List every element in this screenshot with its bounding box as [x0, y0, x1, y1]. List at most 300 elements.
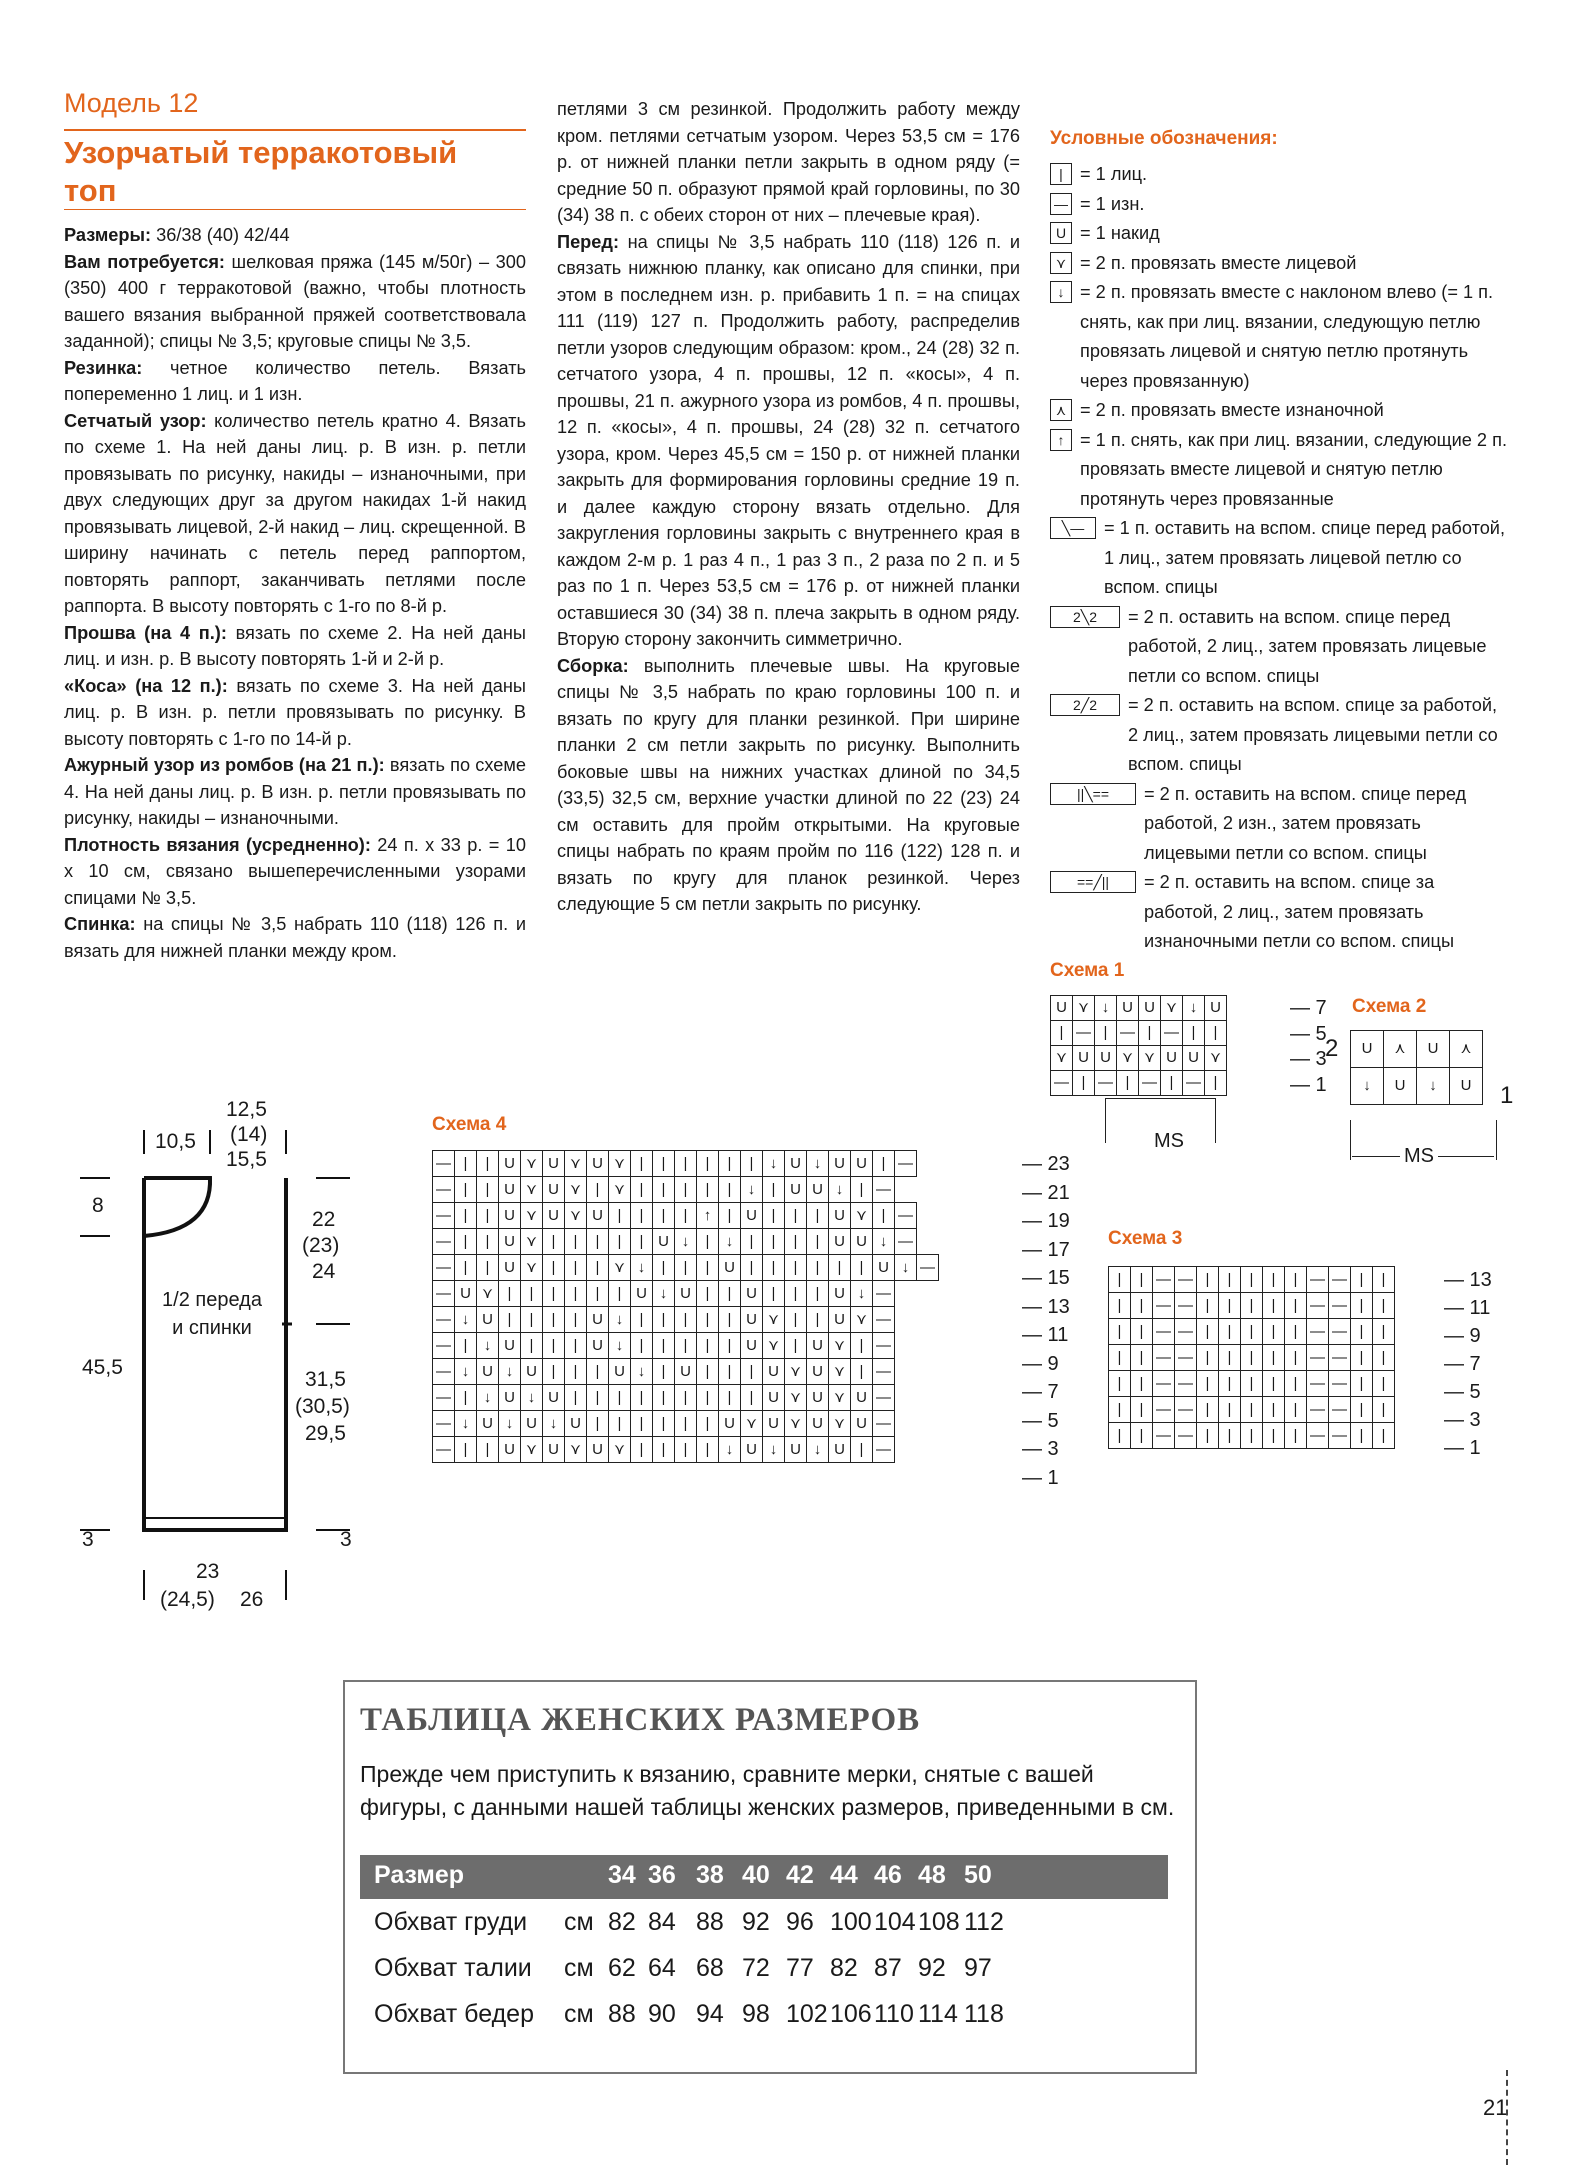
chart-cell: ⋎ — [829, 1385, 851, 1411]
chart-cell: | — [873, 1151, 895, 1177]
chart-cell: — — [1175, 1371, 1197, 1397]
legend-text: = 1 п. оставить на вспом. спице перед работой, 1 лиц., затем провязать лицевой петлю со вспом. спицы — [1104, 518, 1506, 597]
chart-cell: | — [1219, 1397, 1241, 1423]
legend-title: Условные обозначения: — [1050, 128, 1278, 149]
chart-cell: | — [851, 1359, 873, 1385]
chart-cell: | — [587, 1359, 609, 1385]
chart-cell: U — [1351, 1031, 1384, 1068]
instructions-column-2 — [557, 96, 1020, 918]
size-value-cell: 112 — [964, 1908, 1004, 1936]
chart-cell: | — [543, 1229, 565, 1255]
chart-cell: — — [917, 1255, 939, 1281]
chart-cell: | — [1373, 1371, 1395, 1397]
chart-cell: | — [565, 1333, 587, 1359]
chart-cell: ⋎ — [565, 1437, 587, 1463]
chart-row-number: — 11 — [1022, 1324, 1069, 1346]
rib-label: Резинка: — [64, 357, 143, 378]
legend-item — [1050, 160, 1510, 190]
chart-cell: — — [1175, 1397, 1197, 1423]
dim-height: 45,5 — [82, 1356, 123, 1379]
chart-cell: ↓ — [455, 1307, 477, 1333]
scheme-1-grid — [1050, 995, 1227, 1096]
chart-cell: U — [719, 1411, 741, 1437]
chart-cell: U — [609, 1359, 631, 1385]
dim-side-1: 31,5 — [305, 1368, 346, 1391]
scheme-3-title: Схема 3 — [1108, 1228, 1183, 1249]
chart-cell: | — [785, 1281, 807, 1307]
dim-hem-right: 3 — [340, 1528, 352, 1551]
chart-cell: ⋎ — [741, 1411, 763, 1437]
chart-cell: | — [653, 1333, 675, 1359]
legend-text: = 2 п. оставить на вспом. спице за работой, 2 лиц., затем провязать изнаночными петли со вспом. спицы — [1144, 872, 1455, 951]
scheme-3-grid — [1108, 1266, 1395, 1449]
size-table-intro: Прежде чем приступить к вязанию, сравните мерки, снятые с вашей фигуры, с данными нашей таблицы женских размеров, приведенными в см. — [360, 1761, 1175, 1820]
chart-cell: U — [653, 1229, 675, 1255]
chart-cell: — — [1329, 1293, 1351, 1319]
chart-cell: | — [587, 1385, 609, 1411]
chart-cell: | — [609, 1281, 631, 1307]
legend-item — [1050, 249, 1510, 279]
chart-cell: | — [1373, 1267, 1395, 1293]
chart-cell: | — [653, 1437, 675, 1463]
chart-cell: — — [1161, 1021, 1183, 1046]
chart-cell: | — [609, 1203, 631, 1229]
chart-cell: | — [653, 1359, 675, 1385]
size-header-cell: 34 — [608, 1861, 636, 1889]
chart-cell: ↓ — [521, 1385, 543, 1411]
chart-cell: | — [631, 1333, 653, 1359]
size-header-cell: 36 — [648, 1861, 676, 1889]
chart-cell: | — [697, 1359, 719, 1385]
chart-cell: U — [587, 1333, 609, 1359]
chart-cell: ⋏ — [1384, 1031, 1417, 1068]
dim-side-2: (30,5) — [295, 1395, 350, 1418]
legend-text: = 2 п. провязать вместе изнаночной — [1080, 400, 1384, 420]
chart-cell: U — [829, 1151, 851, 1177]
chart-cell: — — [1153, 1345, 1175, 1371]
scheme-1-row-numbers — [1290, 996, 1327, 1098]
legend-text: = 2 п. провязать вместе с наклоном влево (= 1 п. снять, как при лиц. вязании, следующую петлю провязать лицевой и снятую петлю протянуть через провязанную) — [1080, 282, 1494, 391]
chart-cell: | — [543, 1333, 565, 1359]
chart-cell: — — [1153, 1319, 1175, 1345]
chart-row-number: — 15 — [1022, 1267, 1070, 1289]
chart-cell: | — [1285, 1371, 1307, 1397]
chart-cell: | — [785, 1203, 807, 1229]
chart-cell: | — [631, 1437, 653, 1463]
chart-cell: | — [675, 1255, 697, 1281]
title-rule-top — [64, 129, 526, 131]
legend-item — [1050, 691, 1510, 780]
chart-cell: U — [741, 1281, 763, 1307]
chart-cell: | — [719, 1151, 741, 1177]
size-value-cell: 100 — [830, 1908, 872, 1936]
chart-cell: | — [521, 1333, 543, 1359]
chart-cell: | — [1073, 1071, 1095, 1096]
chart-cell: | — [697, 1151, 719, 1177]
chart-cell: | — [1263, 1423, 1285, 1449]
chart-cell: — — [1175, 1423, 1197, 1449]
chart-cell: | — [1263, 1319, 1285, 1345]
legend-symbol-icon: U — [1050, 222, 1072, 244]
legend-text: = 2 п. оставить на вспом. спице перед работой, 2 изн., затем провязать лицевыми петли со вспом. спицы — [1144, 783, 1467, 863]
page-title — [64, 134, 534, 210]
chart-cell: — — [1153, 1293, 1175, 1319]
chart-cell: ⋎ — [763, 1307, 785, 1333]
cable-label: «Коса» (на 12 п.): — [64, 675, 228, 696]
chart-cell: | — [455, 1333, 477, 1359]
chart-cell: ↓ — [719, 1229, 741, 1255]
chart-row-number: — 21 — [1022, 1181, 1070, 1204]
lace-text: вязать по схеме 4. На ней даны лиц. р. В изн. р. петли провязывать по рисунку, накиды – изнаночными. — [64, 755, 526, 828]
dim-armhole-1: 22 — [312, 1208, 336, 1231]
legend-symbol-icon: ==╱|| — [1050, 871, 1136, 893]
chart-cell: | — [1109, 1397, 1131, 1423]
chart-cell: | — [1351, 1319, 1373, 1345]
chart-cell: | — [675, 1151, 697, 1177]
chart-cell: | — [719, 1177, 741, 1203]
legend-item — [1050, 426, 1510, 515]
chart-cell: | — [719, 1281, 741, 1307]
chart-cell: | — [521, 1307, 543, 1333]
back-continued-text: петлями 3 см резинкой. Продолжить работу между кром. петлями сетчатым узором. Через 53,5 см = 176 р. от нижней планки петли закрыть в одном ряду (= средние 50 п. образуют прямой край горловины, по 30 (34) 38 п. с обеих сторон от них – плечевые края). — [557, 99, 1020, 225]
legend-item — [1050, 190, 1510, 220]
chart-cell: U — [807, 1359, 829, 1385]
cable-text: вязать по схеме 3. На ней даны лиц. р. В изн. р. петли провязывать по рисунку. В высоту повторять с 1-го по 14-й р. — [64, 675, 526, 749]
piece-label-line-2: и спинки — [172, 1317, 252, 1339]
legend-item — [1050, 514, 1510, 603]
chart-cell: ↓ — [609, 1307, 631, 1333]
size-row-label: Обхват бедер — [374, 2000, 534, 2028]
chart-cell: | — [1131, 1293, 1153, 1319]
chart-cell: U — [1095, 1046, 1117, 1071]
chart-cell: | — [785, 1229, 807, 1255]
chart-cell: U — [741, 1437, 763, 1463]
chart-cell: ⋎ — [785, 1385, 807, 1411]
legend-text: = 1 лиц. — [1080, 164, 1148, 184]
chart-cell: — — [1307, 1345, 1329, 1371]
chart-cell: U — [543, 1151, 565, 1177]
scheme-2-row-2-label: 2 — [1325, 1035, 1339, 1062]
chart-cell: — — [1175, 1293, 1197, 1319]
chart-cell: U — [741, 1307, 763, 1333]
chart-cell: | — [1219, 1423, 1241, 1449]
chart-cell: ↓ — [1351, 1068, 1384, 1105]
chart-cell: U — [785, 1151, 807, 1177]
legend-symbol-icon: ⋏ — [1050, 399, 1072, 421]
chart-cell: | — [1219, 1345, 1241, 1371]
chart-cell: | — [653, 1151, 675, 1177]
chart-cell: | — [1285, 1319, 1307, 1345]
title-rule-bottom — [64, 209, 526, 210]
chart-row-number: — 9 — [1022, 1352, 1059, 1375]
chart-cell: — — [1307, 1371, 1329, 1397]
chart-cell: | — [565, 1281, 587, 1307]
chart-cell: | — [719, 1307, 741, 1333]
chart-cell: ⋎ — [609, 1255, 631, 1281]
chart-cell: — — [1183, 1071, 1205, 1096]
chart-cell: ↓ — [763, 1151, 785, 1177]
chart-cell: | — [1373, 1397, 1395, 1423]
size-value-cell: 68 — [696, 1954, 724, 1982]
chart-cell: U — [477, 1359, 499, 1385]
chart-cell: | — [543, 1281, 565, 1307]
chart-cell: | — [543, 1307, 565, 1333]
chart-cell: U — [499, 1203, 521, 1229]
chart-cell: U — [829, 1203, 851, 1229]
chart-row-number: — 7 — [1444, 1353, 1481, 1375]
legend-symbol-icon: — — [1050, 193, 1072, 215]
chart-cell: U — [1117, 996, 1139, 1021]
chart-cell: — — [1329, 1345, 1351, 1371]
chart-cell: | — [1263, 1371, 1285, 1397]
chart-cell: U — [499, 1151, 521, 1177]
legend-symbol-icon: ||╲== — [1050, 783, 1136, 805]
chart-row-number: — 1 — [1444, 1437, 1481, 1459]
chart-cell: — — [1329, 1397, 1351, 1423]
legend-text: = 1 накид — [1080, 223, 1160, 243]
chart-cell: — — [1307, 1397, 1329, 1423]
size-row-label: Обхват талии — [374, 1954, 532, 1982]
chart-cell: | — [1197, 1423, 1219, 1449]
chart-row-number: — 5 — [1022, 1409, 1059, 1432]
size-value-cell: 98 — [742, 2000, 770, 2028]
chart-cell: | — [1183, 1021, 1205, 1046]
size-value-cell: 90 — [648, 2000, 676, 2028]
chart-cell: U — [499, 1437, 521, 1463]
legend-text: = 2 п. оставить на вспом. спице за работой, 2 лиц., затем провязать лицевыми петли со вспом. спицы — [1128, 695, 1498, 774]
scheme-1-ms-label: MS — [1150, 1130, 1188, 1153]
chart-cell: U — [851, 1151, 873, 1177]
chart-cell: | — [1263, 1267, 1285, 1293]
chart-cell: | — [587, 1177, 609, 1203]
legend-text: = 1 п. снять, как при лиц. вязании, следующие 2 п. провязать вместе лицевой и снятую петлю протянуть через провязанные — [1080, 429, 1508, 509]
chart-cell: ↓ — [499, 1359, 521, 1385]
chart-cell: ⋎ — [1161, 996, 1183, 1021]
chart-cell: | — [1241, 1293, 1263, 1319]
size-value-cell: 108 — [918, 1908, 960, 1936]
chart-cell: ⋎ — [1205, 1046, 1227, 1071]
chart-cell: | — [1373, 1345, 1395, 1371]
chart-cell: | — [1095, 1021, 1117, 1046]
chart-row-number: — 3 — [1444, 1409, 1481, 1431]
chart-cell: | — [697, 1437, 719, 1463]
dim-neck-depth: 8 — [92, 1194, 104, 1217]
legend-item — [1050, 219, 1510, 249]
size-value-cell: 97 — [964, 1954, 992, 1982]
chart-cell: | — [1219, 1319, 1241, 1345]
size-table-body — [360, 1908, 1168, 2058]
chart-cell: | — [1285, 1267, 1307, 1293]
size-value-cell: 102 — [786, 2000, 828, 2028]
size-header-cell: 44 — [830, 1861, 858, 1889]
size-value-cell: 62 — [608, 1954, 636, 1982]
chart-cell: U — [1450, 1068, 1483, 1105]
chart-cell: | — [653, 1411, 675, 1437]
size-value-cell: 94 — [696, 2000, 724, 2028]
front-text: на спицы № 3,5 набрать 110 (118) 126 п. и связать нижнюю планку, как описано для спинки, при этом в последнем изн. р. прибавить 1 п. = на спицах 111 (119) 127 п. Продолжить работу, распределив петли узоров следующим образом: кром., 24 (28) 32 п. сетчатого узора, 4 п. прошвы, 12 п. «косы», 4 п. прошвы, 21 п. ажурного узора из ромбов, 4 п. прошвы, 12 п. «косы», 4 п. прошвы, 24 (28) 32 п. сетчатого узора, кром. Через 45,5 см = 150 р. от нижней планки закрыть для формирования горловины средние 19 п. и далее каждую сторону вязать отдельно. Для закругления горловины закрыть с внутреннего края в каждом 2-м р. 1 раз 4 п., 1 раз 3 п., 2 раза по 2 п. и 5 раз по 1 п. Через 53,5 см = 176 р. от нижней планки оставшиеся 30 (34) 38 п. плеча закрыть в одном ряду. Вторую сторону закончить симметрично. — [557, 231, 1020, 649]
chart-cell: | — [1373, 1423, 1395, 1449]
chart-cell: ↑ — [697, 1203, 719, 1229]
chart-cell: | — [653, 1203, 675, 1229]
chart-cell: ↓ — [455, 1411, 477, 1437]
chart-cell: | — [631, 1203, 653, 1229]
chart-cell: U — [741, 1333, 763, 1359]
chart-cell: ↓ — [653, 1281, 675, 1307]
chart-row-number: — 1 — [1022, 1466, 1059, 1489]
chart-cell: | — [1109, 1423, 1131, 1449]
chart-cell: — — [433, 1203, 455, 1229]
chart-cell: | — [1285, 1423, 1307, 1449]
chart-cell: | — [741, 1229, 763, 1255]
chart-cell: | — [675, 1385, 697, 1411]
chart-cell: | — [543, 1359, 565, 1385]
chart-cell: — — [1329, 1319, 1351, 1345]
chart-cell: | — [1263, 1345, 1285, 1371]
chart-cell: U — [829, 1229, 851, 1255]
chart-cell: ⋏ — [1450, 1031, 1483, 1068]
chart-cell: — — [1175, 1345, 1197, 1371]
chart-cell: — — [873, 1307, 895, 1333]
chart-row-number: — 19 — [1022, 1210, 1070, 1232]
chart-cell: — — [433, 1151, 455, 1177]
chart-cell: U — [543, 1203, 565, 1229]
chart-cell: ↓ — [675, 1229, 697, 1255]
chart-cell: | — [477, 1229, 499, 1255]
chart-cell: U — [587, 1203, 609, 1229]
size-row-unit: см — [564, 2000, 594, 2028]
size-value-cell: 88 — [608, 2000, 636, 2028]
chart-cell: ⋎ — [609, 1437, 631, 1463]
chart-cell: | — [697, 1281, 719, 1307]
chart-cell: — — [433, 1281, 455, 1307]
chart-cell: ⋎ — [565, 1177, 587, 1203]
chart-cell: | — [653, 1385, 675, 1411]
ms-left-tick — [1105, 1098, 1106, 1143]
chart-cell: | — [1351, 1267, 1373, 1293]
model-label: Модель 12 — [64, 88, 199, 118]
chart-cell: U — [499, 1177, 521, 1203]
chart-cell: U — [807, 1411, 829, 1437]
chart-cell: ⋎ — [1117, 1046, 1139, 1071]
chart-cell: ↓ — [829, 1177, 851, 1203]
legend-symbol-icon: | — [1050, 163, 1072, 185]
legend-symbol-icon: ↓ — [1050, 281, 1072, 303]
chart-row-number: — 23 — [1022, 1153, 1070, 1175]
chart-cell: ↓ — [1095, 996, 1117, 1021]
chart-row-number: — 11 — [1444, 1297, 1491, 1319]
chart-cell: U — [543, 1385, 565, 1411]
scheme-2-row-1-label: 1 — [1500, 1082, 1514, 1109]
chart-cell: | — [1241, 1345, 1263, 1371]
page-number: 21 — [1483, 2095, 1508, 2120]
chart-cell: ⋎ — [521, 1177, 543, 1203]
page-edge-mark — [1506, 2070, 1508, 2165]
chart-cell: ↓ — [631, 1359, 653, 1385]
chart-cell: | — [455, 1385, 477, 1411]
chart-cell: — — [433, 1437, 455, 1463]
chart-cell: | — [763, 1203, 785, 1229]
chart-cell: — — [1095, 1071, 1117, 1096]
chart-cell: ↓ — [1183, 996, 1205, 1021]
chart-cell: | — [807, 1281, 829, 1307]
chart-cell: U — [587, 1307, 609, 1333]
chart-cell: U — [873, 1255, 895, 1281]
chart-cell: | — [455, 1229, 477, 1255]
piece-label-line-1: 1/2 переда — [162, 1289, 262, 1311]
chart-cell: — — [873, 1333, 895, 1359]
chart-cell: U — [851, 1229, 873, 1255]
scheme-2-title: Схема 2 — [1352, 996, 1427, 1017]
chart-cell: | — [587, 1255, 609, 1281]
chart-cell: — — [1139, 1071, 1161, 1096]
chart-cell: U — [851, 1411, 873, 1437]
legend-text: = 2 п. оставить на вспом. спице перед работой, 2 лиц., затем провязать лицевые петли со вспом. спицы — [1128, 606, 1487, 686]
chart-cell: | — [1351, 1397, 1373, 1423]
chart-cell: | — [719, 1203, 741, 1229]
back-label: Спинка: — [64, 914, 136, 934]
chart-cell: ⋎ — [521, 1203, 543, 1229]
chart-cell: | — [675, 1437, 697, 1463]
chart-cell: — — [873, 1177, 895, 1203]
assembly-label: Сборка: — [557, 655, 629, 676]
chart-cell: | — [1109, 1267, 1131, 1293]
chart-cell: | — [851, 1437, 873, 1463]
chart-cell: U — [741, 1203, 763, 1229]
chart-cell: ⋎ — [851, 1203, 873, 1229]
title-line-1: Узорчатый терракотовый — [64, 135, 458, 170]
dim-armhole-3: 24 — [312, 1260, 336, 1283]
chart-cell: U — [763, 1359, 785, 1385]
chart-cell: U — [675, 1359, 697, 1385]
chart-cell: U — [829, 1281, 851, 1307]
size-value-cell: 77 — [786, 1954, 814, 1982]
chart-cell: — — [1175, 1267, 1197, 1293]
chart-cell: | — [1241, 1319, 1263, 1345]
chart-cell: ↓ — [1417, 1068, 1450, 1105]
chart-cell: | — [631, 1177, 653, 1203]
chart-cell: | — [675, 1203, 697, 1229]
chart-cell: | — [1197, 1293, 1219, 1319]
chart-cell: | — [477, 1255, 499, 1281]
chart-cell: U — [521, 1359, 543, 1385]
chart-cell: | — [741, 1385, 763, 1411]
chart-cell: | — [1351, 1423, 1373, 1449]
instructions-column-1 — [64, 222, 526, 964]
chart-cell: | — [477, 1203, 499, 1229]
legend-symbol-icon: 2╲2 — [1050, 606, 1120, 628]
chart-cell: | — [587, 1229, 609, 1255]
chart-cell: — — [895, 1203, 917, 1229]
chart-cell: | — [763, 1255, 785, 1281]
dim-top-3: 15,5 — [226, 1148, 267, 1171]
chart-cell: — — [1307, 1319, 1329, 1345]
chart-cell: U — [565, 1411, 587, 1437]
chart-cell: ↓ — [807, 1151, 829, 1177]
scheme-1-ms-bracket — [1105, 1098, 1215, 1099]
chart-cell: ↓ — [719, 1437, 741, 1463]
chart-cell: | — [631, 1385, 653, 1411]
chart-cell: U — [587, 1151, 609, 1177]
chart-cell: | — [1109, 1345, 1131, 1371]
chart-cell: | — [807, 1307, 829, 1333]
chart-cell: — — [1153, 1397, 1175, 1423]
chart-cell: U — [543, 1177, 565, 1203]
title-line-2: топ — [64, 173, 117, 208]
size-header-cell: 38 — [696, 1861, 724, 1889]
scheme-2-ms-label: MS — [1400, 1145, 1438, 1168]
chart-cell: ⋎ — [609, 1151, 631, 1177]
size-value-cell: 110 — [874, 2000, 914, 2028]
